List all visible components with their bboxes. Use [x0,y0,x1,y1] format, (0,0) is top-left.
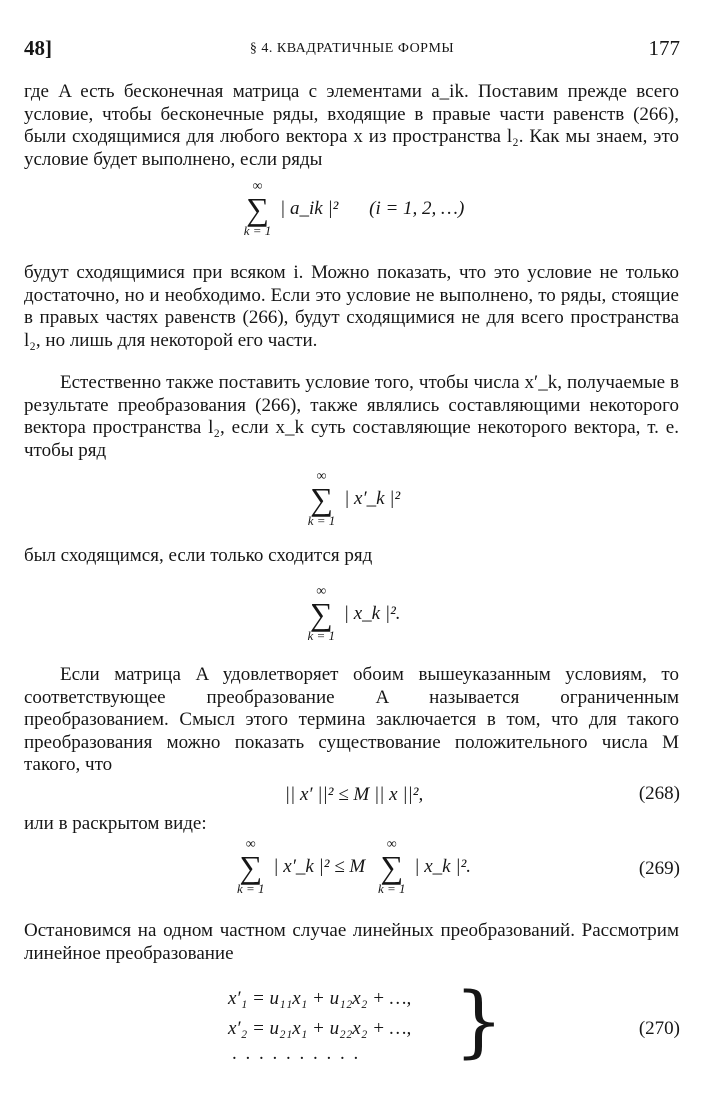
sum-lower-limit: k = 1 [307,628,336,643]
paragraph-3: Естественно также поставить условие того, чтобы числа x′_k, получаемые в результате преобразования (266), также являлись составляющими некоторого вектора пространства l₂, если x_k суть составляющие некоторого вектора, т. е. чтобы ряд [24,372,679,461]
equation-269-right: | x_k |². [414,855,472,877]
sum-lower-limit: k = 1 [243,223,272,238]
equation-270-line-1: x′₁ = u₁₁x₁ + u₁₂x₂ + …, [228,988,412,1009]
sum-operator-2: ∞ ∑ k = 1 [377,837,406,896]
sum-lower-limit: k = 1 [377,881,406,896]
right-brace: } [454,977,504,1067]
formula-series-xk-prime [0,470,708,527]
formula-body: | x′_k |² [344,487,401,509]
sum-operator: ∞ ∑ k = 1 [243,179,272,238]
equation-269-left: | x′_k |² ≤ M [273,855,366,877]
formula-series-aik [0,180,708,237]
formula-series-xk [0,585,708,642]
formula-body: | a_ik |² [280,197,339,219]
equation-268 [0,783,708,806]
equation-270-line-2: x′₂ = u₂₁x₁ + u₂₂x₂ + …, [228,1018,412,1039]
sum-upper-limit: ∞ [245,837,256,852]
sum-operator: ∞ ∑ k = 1 [307,469,336,528]
sum-lower-limit: k = 1 [236,881,265,896]
equation-number-270: (270) [638,1018,680,1039]
equation-number-269: (269) [638,858,680,879]
paragraph-1: где A есть бесконечная матрица с элементами a_ik. Поставим прежде всего условие, чтобы бесконечные ряды, входящие в правые части равенств (266), были сходящимися для любого вектора x из пространства l₂. Как мы знаем, это условие будет выполнено, если ряды [24,81,679,170]
paragraph-6: или в раскрытом виде: [24,813,207,834]
sum-operator: ∞ ∑ k = 1 [307,584,336,643]
paragraph-7: Остановимся на одном частном случае линейных преобразований. Рассмотрим линейное преобразование [24,920,679,964]
paragraph-5: Если матрица A удовлетворяет обоим вышеуказанным условиям, то соответствующее преобразование A называется ограниченным преобразованием. Смысл этого термина заключается в том, что для такого преобразования можно показать существование положительного числа M такого, что [24,664,679,775]
paragraph-4: был сходящимся, если только сходится ряд [24,545,373,566]
paragraph-2: будут сходящимися при всяком i. Можно показать, что это условие не только достаточно, но и необходимо. Если это условие не выполнено, то ряды, стоящие в правых частях равенств (266), будут сходящимися не для всего пространства l₂, но лишь для некоторой его части. [24,262,679,351]
equation-268-body: || x′ ||² ≤ M || x ||², [284,783,424,805]
running-title: § 4. КВАДРАТИЧНЫЕ ФОРМЫ [249,41,455,56]
page-header [24,36,680,62]
sum-upper-limit: ∞ [316,469,327,484]
equation-269 [0,838,708,895]
page-number: 177 [648,36,680,60]
equation-number-268: (268) [638,783,680,804]
sum-upper-limit: ∞ [252,179,263,194]
sum-upper-limit: ∞ [386,837,397,852]
sum-upper-limit: ∞ [316,584,327,599]
formula-body: | x_k |². [343,602,401,624]
sum-lower-limit: k = 1 [307,513,336,528]
equation-270-dots: . . . . . . . . . . [232,1043,361,1064]
section-number: 48] [24,36,52,60]
sum-operator: ∞ ∑ k = 1 [236,837,265,896]
formula-condition: (i = 1, 2, …) [369,197,465,219]
